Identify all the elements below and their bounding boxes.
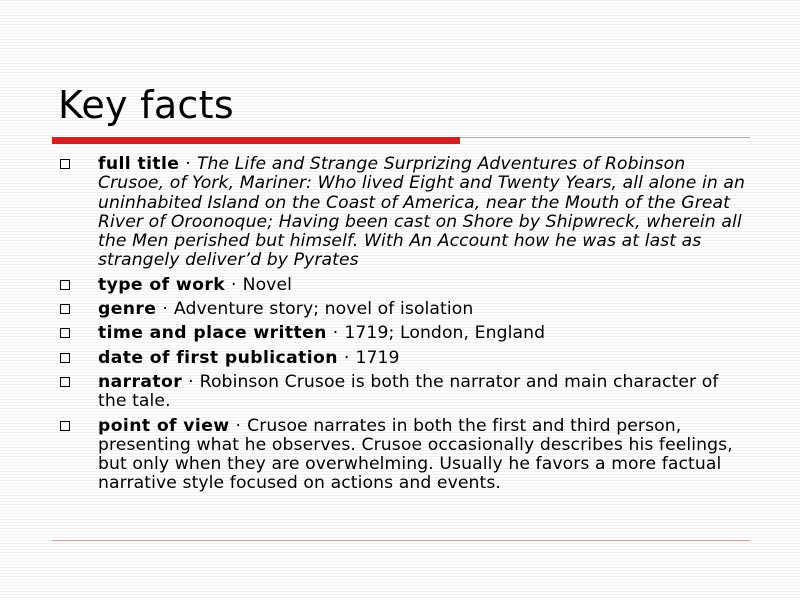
fact-separator: ·: [162, 299, 168, 320]
key-fact-full-title: [58, 155, 748, 271]
title-accent-bar: [52, 137, 460, 144]
fact-separator: ·: [343, 347, 350, 368]
fact-separator: ·: [235, 415, 242, 436]
fact-label: date of first publication: [98, 347, 338, 368]
key-fact-time-and-place-written: [58, 324, 748, 343]
hollow-square-bullet-icon: [60, 159, 70, 169]
fact-label: narrator: [98, 371, 183, 392]
bottom-divider-line: [52, 540, 750, 541]
fact-value: 1719: [355, 347, 400, 368]
fact-label: time and place written: [98, 323, 327, 344]
fact-separator: ·: [332, 323, 339, 344]
hollow-square-bullet-icon: [60, 328, 70, 338]
fact-label: type of work: [98, 274, 226, 295]
fact-value: 1719; London, England: [344, 323, 546, 344]
fact-separator: ·: [188, 371, 194, 392]
fact-label: genre: [98, 299, 157, 320]
key-fact-point-of-view: [58, 417, 748, 494]
hollow-square-bullet-icon: [60, 304, 70, 314]
fact-separator: ·: [231, 274, 237, 295]
key-fact-narrator: [58, 373, 748, 412]
fact-value: Crusoe narrates in both the first and third person, presenting what he observes. Crusoe occasionally describes his feelings, but only when they are overwhelming. Usually he favors a more factual narrative style focused on actions and events.: [98, 415, 733, 494]
fact-value: Robinson Crusoe is both the narrator and main character of the tale.: [98, 371, 719, 412]
key-fact-date-of-first-publication: [58, 349, 748, 368]
fact-value: Adventure story; novel of isolation: [173, 299, 474, 320]
fact-label: point of view: [98, 415, 230, 436]
fact-label: full title: [98, 154, 180, 174]
hollow-square-bullet-icon: [60, 421, 70, 431]
fact-value: The Life and Strange Surprizing Adventures of Robinson Crusoe, of York, Mariner: Who lived Eight and Twenty Years, all alone in an uninhabited Island on the Coast of America, near the Mouth of the Great River of Oroonoque; Having been cast on Shore by Shipwreck, wherein all the Men perished but himself. With An Account how he was at last as strangely deliver’d by Pyrates: [98, 154, 746, 271]
key-fact-genre: [58, 300, 748, 319]
fact-separator: ·: [185, 154, 191, 174]
hollow-square-bullet-icon: [60, 280, 70, 290]
key-fact-type-of-work: [58, 276, 748, 295]
hollow-square-bullet-icon: [60, 377, 70, 387]
key-facts-list: [58, 155, 748, 499]
fact-value: Novel: [242, 274, 293, 295]
slide-title: Key facts: [58, 83, 234, 127]
hollow-square-bullet-icon: [60, 353, 70, 363]
